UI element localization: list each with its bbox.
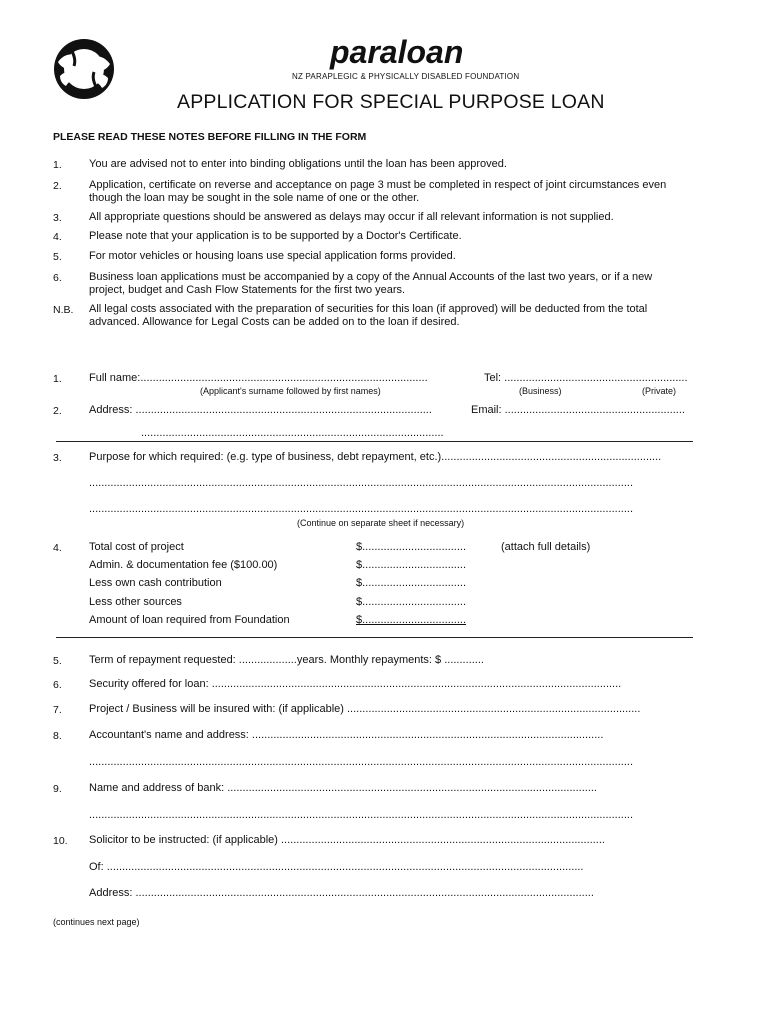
question-number: 5. — [53, 655, 62, 667]
question-number: 10. — [53, 835, 68, 847]
note-text: Business loan applications must be accompanied by a copy of the Annual Accounts of the last two years, or if a new — [89, 271, 653, 283]
address-field[interactable]: Address: ................................................................................................. — [89, 404, 432, 416]
purpose-line-3[interactable]: .................................................................................................................................................................................. — [89, 503, 633, 515]
tel-private-label: (Private) — [642, 386, 677, 396]
question-number: 6. — [53, 679, 62, 691]
full-name-field[interactable]: Full name:.............................................................................................. — [89, 372, 428, 384]
continues-note: (continues next page) — [53, 917, 140, 927]
note-number: 5. — [53, 251, 62, 263]
hands-circle-logo-icon — [50, 36, 118, 102]
note-number: 1. — [53, 159, 62, 171]
note-number: 4. — [53, 231, 62, 243]
page-title: APPLICATION FOR SPECIAL PURPOSE LOAN — [177, 91, 605, 113]
section-divider — [56, 441, 693, 442]
note-text: Application, certificate on reverse and acceptance on page 3 must be completed in respect of joint circumstances even — [89, 179, 667, 191]
note-text: advanced. Allowance for Legal Costs can be added on to the loan if desired. — [89, 316, 460, 328]
insurer-field[interactable]: Project / Business will be insured with: (if applicable) ................................................................................................ — [89, 703, 641, 715]
cost-row-label: Admin. & documentation fee ($100.00) — [89, 559, 278, 571]
question-number: 7. — [53, 704, 62, 716]
note-number: 2. — [53, 180, 62, 192]
note-text: All appropriate questions should be answered as delays may occur if all relevant information is not supplied. — [89, 211, 614, 223]
section-divider — [56, 637, 693, 638]
purpose-field[interactable]: Purpose for which required: (e.g. type of business, debt repayment, etc.)........................................................................ — [89, 451, 662, 463]
purpose-hint: (Continue on separate sheet if necessary) — [297, 518, 465, 528]
note-number: 3. — [53, 212, 62, 224]
own-cash-field[interactable]: $.................................. — [356, 577, 467, 589]
note-text: project, budget and Cash Flow Statements for the first two years. — [89, 284, 406, 296]
question-number: 8. — [53, 730, 62, 742]
paraloan-logo — [50, 36, 118, 102]
bank-line-2[interactable]: .................................................................................................................................................................................. — [89, 809, 633, 821]
foundation-name: NZ PARAPLEGIC & PHYSICALLY DISABLED FOUNDATION — [292, 72, 520, 81]
note-text: though the loan may be sought in the sole name of one or the other. — [89, 192, 420, 204]
tel-field[interactable]: Tel: ............................................................ — [484, 372, 688, 384]
accountant-field[interactable]: Accountant's name and address: ................................................................................................................... — [89, 729, 604, 741]
question-number: 3. — [53, 452, 62, 464]
cost-row-label: Amount of loan required from Foundation — [89, 614, 290, 626]
solicitor-of-field[interactable]: Of: ............................................................................................................................................................ — [89, 861, 584, 873]
note-text: For motor vehicles or housing loans use special application forms provided. — [89, 250, 456, 262]
note-text: All legal costs associated with the preparation of securities for this loan (if approved) will be deducted from the total — [89, 303, 648, 315]
question-number: 4. — [53, 542, 62, 554]
note-number: N.B. — [53, 304, 74, 316]
purpose-line-2[interactable]: .................................................................................................................................................................................. — [89, 477, 633, 489]
solicitor-address-field[interactable]: Address: ...................................................................................................................................................... — [89, 887, 594, 899]
cost-row-label: Total cost of project — [89, 541, 184, 553]
other-sources-field[interactable]: $.................................. — [356, 596, 467, 608]
security-field[interactable]: Security offered for loan: ...................................................................................................................................... — [89, 678, 622, 690]
repayment-term-field[interactable]: Term of repayment requested: ...................years. Monthly repayments: $ ............. — [89, 654, 484, 666]
solicitor-field[interactable]: Solicitor to be instructed: (if applicable) .......................................................................................................... — [89, 834, 605, 846]
cost-row-label: Less own cash contribution — [89, 577, 222, 589]
attach-details-note: (attach full details) — [501, 541, 591, 553]
loan-amount-field[interactable]: $.................................. — [356, 614, 467, 626]
cost-row-label: Less other sources — [89, 596, 182, 608]
note-number: 6. — [53, 272, 62, 284]
notes-heading: PLEASE READ THESE NOTES BEFORE FILLING IN THE FORM — [53, 131, 367, 143]
note-text: You are advised not to enter into binding obligations until the loan has been approved. — [89, 158, 507, 170]
email-field[interactable]: Email: ........................................................... — [471, 404, 685, 416]
bank-field[interactable]: Name and address of bank: ......................................................................................................................... — [89, 782, 597, 794]
address-line-2[interactable]: ................................................................................................... — [141, 427, 444, 439]
tel-business-label: (Business) — [519, 386, 562, 396]
total-cost-field[interactable]: $.................................. — [356, 541, 467, 553]
brand-name: paraloan — [330, 34, 464, 70]
admin-fee-field[interactable]: $.................................. — [356, 559, 467, 571]
question-number: 1. — [53, 373, 62, 385]
accountant-line-2[interactable]: .................................................................................................................................................................................. — [89, 756, 633, 768]
question-number: 2. — [53, 405, 62, 417]
question-number: 9. — [53, 783, 62, 795]
full-name-hint: (Applicant's surname followed by first names) — [200, 386, 381, 396]
note-text: Please note that your application is to be supported by a Doctor's Certificate. — [89, 230, 462, 242]
